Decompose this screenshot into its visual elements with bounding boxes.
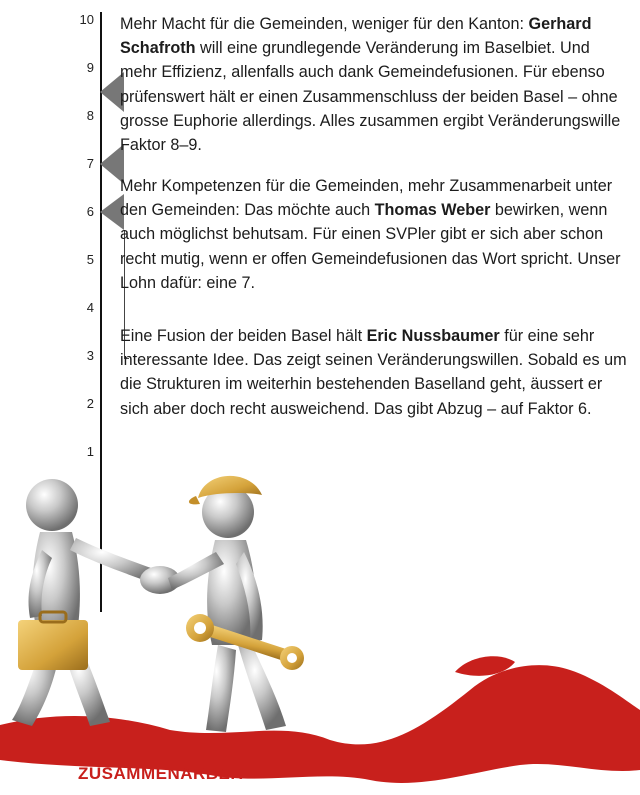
tick-label-9: 9 — [86, 60, 94, 75]
paragraph-body: bewirken, wenn auch möglichst behutsam. Für einen SVPler gibt er sich aber schon recht mutig, wenn er offen Gemeindefusionen das Wort spricht. Unser Lohn dafür: eine 7. — [120, 201, 621, 292]
tick-label-2: 2 — [86, 396, 94, 411]
rating-paragraph-weber — [120, 174, 630, 295]
rating-paragraph-nussbaumer — [120, 324, 630, 421]
tick-label-10: 10 — [79, 12, 94, 27]
tick-label-4: 4 — [86, 300, 94, 315]
tick-label-8: 8 — [86, 108, 94, 123]
tick-label-1: 1 — [86, 444, 94, 459]
paragraph-intro: Mehr Kompetenzen für die Gemeinden, mehr Zusammenarbeit unter den Gemeinden: Das möchte auch — [120, 177, 613, 220]
briefcase-icon — [18, 620, 88, 670]
paragraph-body: für eine sehr interessante Idee. Das zeigt seinen Veränderungswillen. Sobald es um die Strukturen im weiterhin bestehenden Baselland geht, äussert er sich aber doch recht ausweichend. Das gibt Abzug – auf Faktor 6. — [120, 327, 627, 418]
left-figure — [12, 479, 162, 726]
paragraph-intro: Mehr Macht für die Gemeinden, weniger für den Kanton: — [120, 15, 529, 33]
tick-label-7: 7 — [86, 156, 94, 171]
rating-paragraph-schafroth — [120, 12, 630, 157]
tick-label-6: 6 — [86, 204, 94, 219]
right-figure — [168, 476, 304, 732]
score-markers — [0, 0, 130, 260]
section-label: ZUSAMMENARBEIT — [78, 764, 247, 783]
paragraph-intro: Eine Fusion der beiden Basel hält — [120, 327, 367, 345]
politician-name: Thomas Weber — [374, 201, 491, 220]
tick-label-5: 5 — [86, 252, 94, 267]
handshake-illustration — [0, 440, 640, 795]
politician-name: Gerhard Schafroth — [120, 15, 592, 58]
politician-name: Eric Nussbaumer — [366, 327, 500, 345]
tick-label-3: 3 — [86, 348, 94, 363]
paragraph-body: will eine grundlegende Veränderung im Baselbiet. Und mehr Effizienz, allenfalls auch dank Gemeindefusionen. Für ebenso prüfenswert hält er einen Zusammenschluss der beiden Basel – ohne grosse Euphorie allerdings. Alles zusammen ergibt Veränderungswille Faktor 8–9. — [120, 39, 621, 155]
